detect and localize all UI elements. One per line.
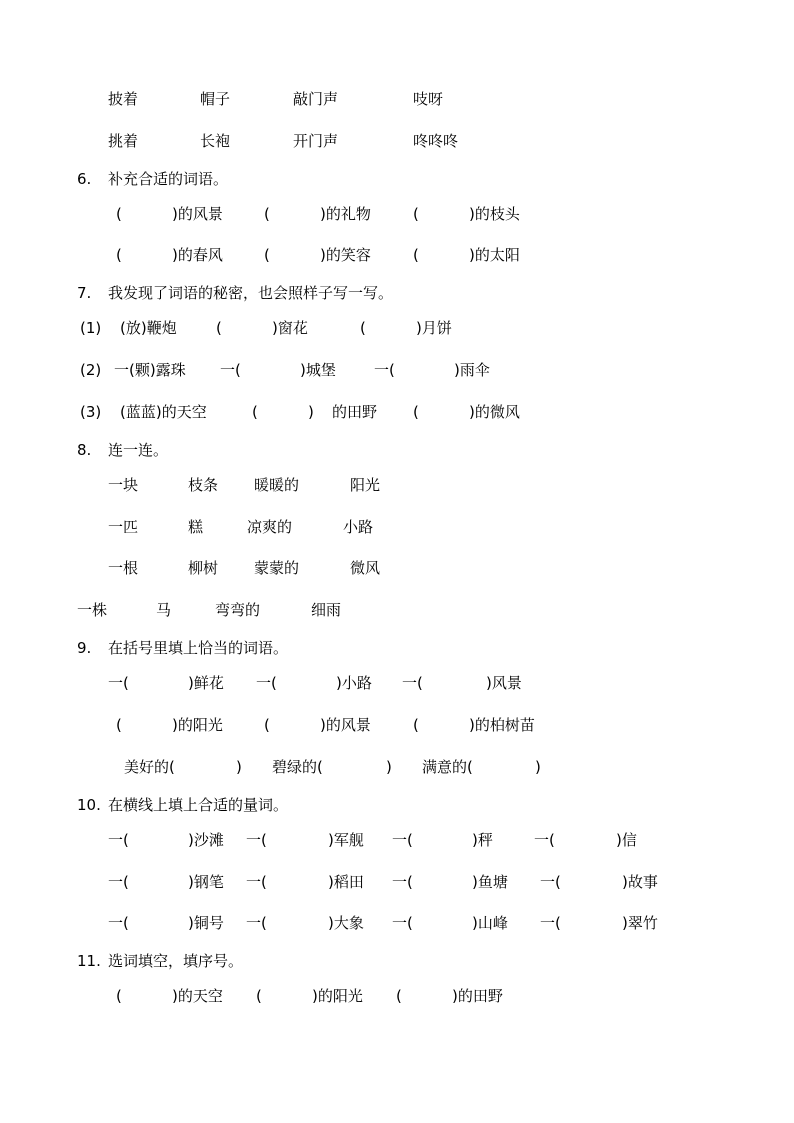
word-row-2 xyxy=(0,129,794,153)
q11-row-1 xyxy=(0,984,794,1008)
text-segment: )的春风 xyxy=(172,246,223,264)
text-segment: )军舰 xyxy=(328,831,364,849)
text-segment: )的微风 xyxy=(469,403,520,421)
q9-row-2 xyxy=(0,713,794,737)
text-segment: )的风景 xyxy=(172,205,223,223)
text-segment: )钢笔 xyxy=(188,873,224,891)
text-segment: ( xyxy=(396,987,402,1005)
text-segment: )信 xyxy=(616,831,637,849)
text-segment: 11. xyxy=(77,952,101,970)
text-segment: ( xyxy=(256,987,262,1005)
text-segment: 一( xyxy=(108,831,129,849)
text-segment: 枝条 xyxy=(188,476,219,494)
text-segment: ( xyxy=(116,205,122,223)
text-segment: 暖暖的 xyxy=(254,476,300,494)
text-segment: ( xyxy=(413,205,419,223)
text-segment: 一匹 xyxy=(108,518,139,536)
text-segment: 细雨 xyxy=(311,601,342,619)
text-segment: 一( xyxy=(246,914,267,932)
text-segment: 6. xyxy=(77,170,92,188)
q9-row-3 xyxy=(0,755,794,779)
text-segment: 9. xyxy=(77,639,92,657)
text-segment: 一( xyxy=(108,914,129,932)
text-segment: 满意的( xyxy=(422,758,473,776)
text-segment: )的田野 xyxy=(452,987,503,1005)
text-segment: )月饼 xyxy=(416,319,452,337)
text-segment: 一( xyxy=(220,361,241,379)
text-segment: 连一连。 xyxy=(108,441,169,459)
text-segment: (蓝蓝)的天空 xyxy=(120,403,207,421)
text-segment: 8. xyxy=(77,441,92,459)
text-segment: 凉爽的 xyxy=(247,518,293,536)
text-segment: (1) xyxy=(80,319,102,337)
text-segment: ( xyxy=(413,716,419,734)
text-segment: ) xyxy=(236,758,242,776)
text-segment: )铜号 xyxy=(188,914,224,932)
question-8-title xyxy=(0,438,794,462)
text-segment: )小路 xyxy=(336,674,372,692)
text-segment: (2) xyxy=(80,361,102,379)
text-segment: )翠竹 xyxy=(622,914,658,932)
question-7-title xyxy=(0,281,794,305)
text-segment: 一( xyxy=(534,831,555,849)
text-segment: )大象 xyxy=(328,914,364,932)
text-segment: 的田野 xyxy=(332,403,378,421)
text-segment: 开门声 xyxy=(293,132,339,150)
text-segment: 阳光 xyxy=(350,476,381,494)
text-segment: ( xyxy=(264,246,270,264)
text-segment: )的天空 xyxy=(172,987,223,1005)
question-6-title xyxy=(0,167,794,191)
text-segment: ( xyxy=(116,246,122,264)
text-segment: )窗花 xyxy=(272,319,308,337)
text-segment: 弯弯的 xyxy=(215,601,261,619)
q7-row-1 xyxy=(0,316,794,340)
text-segment: 挑着 xyxy=(108,132,139,150)
text-segment: 一( xyxy=(108,674,129,692)
word-row-1 xyxy=(0,87,794,111)
text-segment: (3) xyxy=(80,403,102,421)
q7-row-2 xyxy=(0,358,794,382)
q10-row-3 xyxy=(0,911,794,935)
q8-row-3 xyxy=(0,556,794,580)
q8-row-2 xyxy=(0,515,794,539)
text-segment: 一块 xyxy=(108,476,139,494)
text-segment: )秤 xyxy=(472,831,493,849)
q10-row-1 xyxy=(0,828,794,852)
text-segment: 吱呀 xyxy=(413,90,444,108)
q6-row-2 xyxy=(0,243,794,267)
text-segment: )的阳光 xyxy=(172,716,223,734)
text-segment: 披着 xyxy=(108,90,139,108)
text-segment: )的阳光 xyxy=(312,987,363,1005)
text-segment: 一( xyxy=(392,873,413,891)
text-segment: 敲门声 xyxy=(293,90,339,108)
text-segment: )山峰 xyxy=(472,914,508,932)
text-segment: 微风 xyxy=(350,559,381,577)
text-segment: 7. xyxy=(77,284,92,302)
text-segment: 一( xyxy=(402,674,423,692)
text-segment: ( xyxy=(413,246,419,264)
text-segment: (放)鞭炮 xyxy=(120,319,177,337)
text-segment: 小路 xyxy=(343,518,374,536)
text-segment: 帽子 xyxy=(200,90,231,108)
text-segment: )的笑容 xyxy=(320,246,371,264)
q8-row-4 xyxy=(0,598,794,622)
text-segment: 一( xyxy=(540,873,561,891)
text-segment: )的太阳 xyxy=(469,246,520,264)
text-segment: )的礼物 xyxy=(320,205,371,223)
text-segment: ( xyxy=(264,205,270,223)
text-segment: )稻田 xyxy=(328,873,364,891)
text-segment: 我发现了词语的秘密，也会照样子写一写。 xyxy=(108,284,394,302)
text-segment: )城堡 xyxy=(300,361,336,379)
text-segment: 一( xyxy=(392,914,413,932)
text-segment: 在括号里填上恰当的词语。 xyxy=(108,639,289,657)
text-segment: )的风景 xyxy=(320,716,371,734)
text-segment: ( xyxy=(252,403,258,421)
q9-row-1 xyxy=(0,671,794,695)
q6-row-1 xyxy=(0,202,794,226)
text-segment: 选词填空，填序号。 xyxy=(108,952,244,970)
text-segment: 糕 xyxy=(188,518,204,536)
question-9-title xyxy=(0,636,794,660)
text-segment: 一( xyxy=(392,831,413,849)
text-segment: )风景 xyxy=(486,674,522,692)
text-segment: 一根 xyxy=(108,559,139,577)
text-segment: 一( xyxy=(108,873,129,891)
text-segment: ( xyxy=(413,403,419,421)
text-segment: )的枝头 xyxy=(469,205,520,223)
text-segment: )雨伞 xyxy=(454,361,490,379)
text-segment: )沙滩 xyxy=(188,831,224,849)
q8-row-1 xyxy=(0,473,794,497)
text-segment: 一( xyxy=(374,361,395,379)
text-segment: 一( xyxy=(246,873,267,891)
q7-row-3 xyxy=(0,400,794,424)
text-segment: 咚咚咚 xyxy=(413,132,459,150)
text-segment: 长袍 xyxy=(200,132,231,150)
text-segment: 一(颗)露珠 xyxy=(114,361,186,379)
text-segment: ( xyxy=(360,319,366,337)
text-segment: )的柏树苗 xyxy=(469,716,535,734)
text-segment: 一( xyxy=(256,674,277,692)
text-segment: )鱼塘 xyxy=(472,873,508,891)
text-segment: 一( xyxy=(540,914,561,932)
text-segment: ( xyxy=(116,716,122,734)
text-segment: 一株 xyxy=(77,601,108,619)
text-segment: )鲜花 xyxy=(188,674,224,692)
text-segment: ( xyxy=(216,319,222,337)
text-segment: 10. xyxy=(77,796,101,814)
text-segment: 美好的( xyxy=(124,758,175,776)
text-segment: 柳树 xyxy=(188,559,219,577)
text-segment: 补充合适的词语。 xyxy=(108,170,229,188)
q10-row-2 xyxy=(0,870,794,894)
question-10-title xyxy=(0,793,794,817)
text-segment: 一( xyxy=(246,831,267,849)
text-segment: ( xyxy=(116,987,122,1005)
text-segment: 马 xyxy=(156,601,172,619)
text-segment: 在横线上填上合适的量词。 xyxy=(108,796,289,814)
text-segment: ) xyxy=(535,758,541,776)
text-segment: ) xyxy=(308,403,314,421)
text-segment: 蒙蒙的 xyxy=(254,559,300,577)
text-segment: ) xyxy=(386,758,392,776)
text-segment: 碧绿的( xyxy=(272,758,323,776)
question-11-title xyxy=(0,949,794,973)
text-segment: )故事 xyxy=(622,873,658,891)
text-segment: ( xyxy=(264,716,270,734)
